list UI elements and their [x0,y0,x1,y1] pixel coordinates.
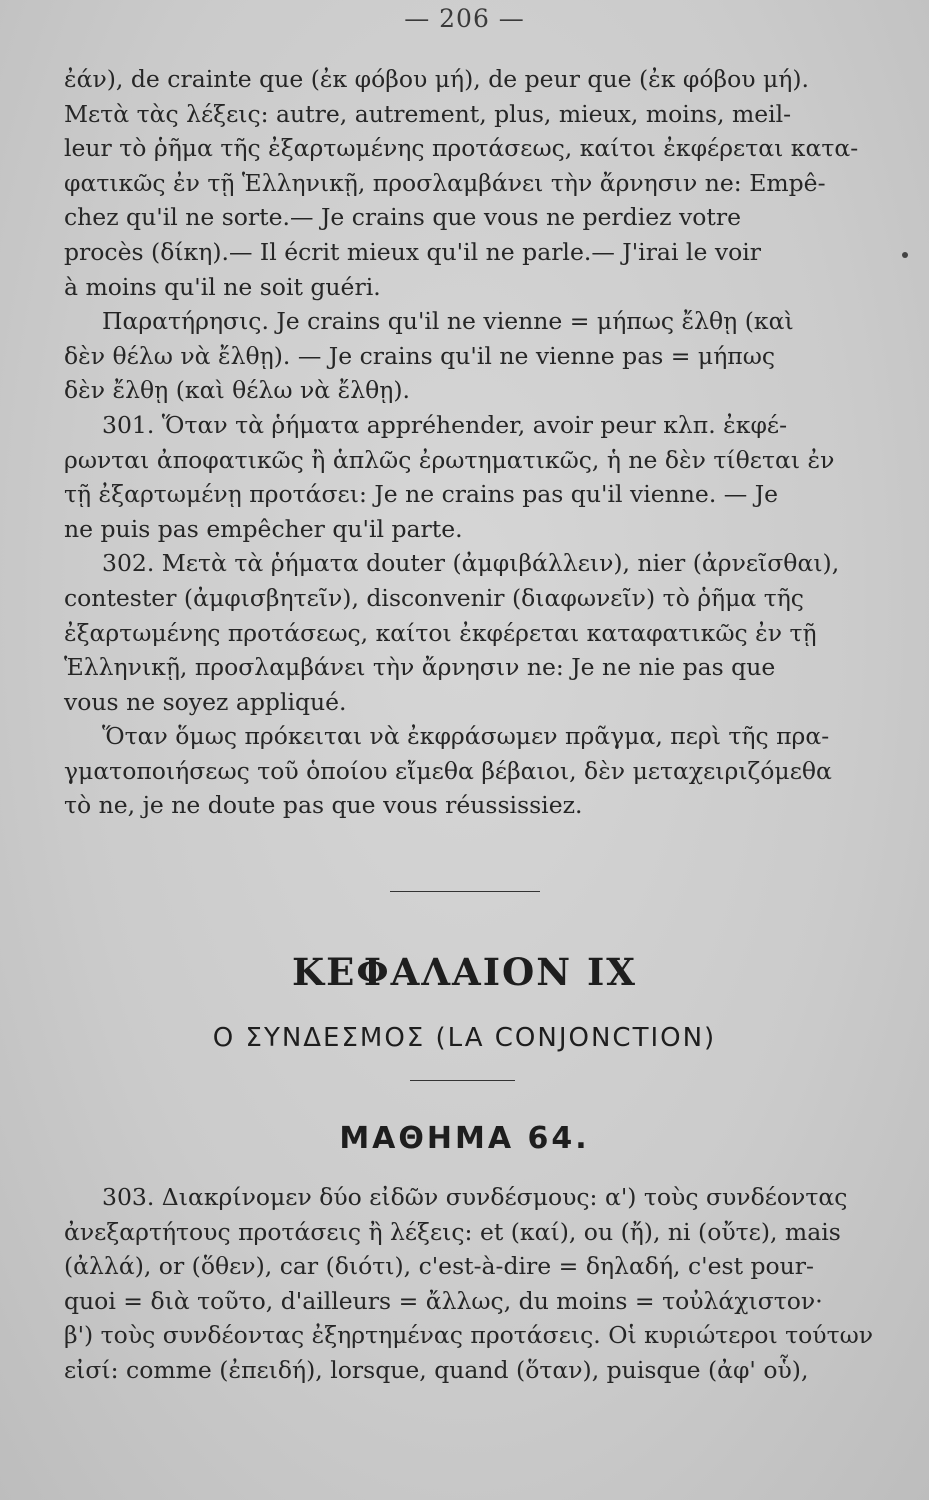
text-line: vous ne soyez appliqué. [64,687,347,716]
text-line: Ὅταν ὅμως πρόκειται νὰ ἐκφράσωμεν πρᾶγμα, περὶ τῆς πρα- [102,722,830,751]
body-text-lower [64,1180,874,1388]
text-line: β') τοὺς συνδέοντας ἐξηρτημένας προτάσεις. Οἱ κυριώτεροι τούτων [64,1321,874,1350]
ink-dot [902,252,908,258]
text-line: 302. Μετὰ τὰ ῥήματα douter (ἀμφιβάλλειν), nier (ἀρνεῖσθαι), [102,549,840,578]
text-line: εἰσί: comme (ἐπειδή), lorsque, quand (ὅταν), puisque (ἀφ' οὗ), [64,1355,809,1384]
paragraph-2 [64,304,874,408]
text-line: δὲν ἔλθῃ (καὶ θέλω νὰ ἔλθῃ). [64,376,410,405]
chapter-title: ΚΕΦΑΛΑΙΟΝ ΙΧ [292,950,637,994]
divider-rule [410,1080,515,1081]
text-line: τῇ ἐξαρτωμένῃ προτάσει: Je ne crains pas qu'il vienne. — Je [64,480,779,509]
paragraph-1 [64,62,874,304]
text-line: φατικῶς ἐν τῇ Ἑλληνικῇ, προσλαμβάνει τὴν ἄρνησιν ne: Empê- [64,168,826,197]
text-line: Μετὰ τὰς λέξεις: autre, autrement, plus, mieux, moins, meil- [64,99,792,128]
text-line: 301. Ὅταν τὰ ῥήματα appréhender, avoir peur κλπ. ἐκφέ- [102,410,788,439]
text-line: δὲν θέλω νὰ ἔλθῃ). — Je crains qu'il ne vienne pas = μήπως [64,341,776,370]
text-line: procès (δίκη).— Il écrit mieux qu'il ne parle.— J'irai le voir [64,237,761,266]
text-line: contester (ἀμφισβητεῖν), disconvenir (διαφωνεῖν) τὸ ῥῆμα τῆς [64,583,804,612]
paragraph-302 [64,546,874,719]
text-line: γματοποιήσεως τοῦ ὁποίου εἴμεθα βέβαιοι, δὲν μεταχειριζόμεθα [64,756,832,785]
body-text-upper [64,62,874,823]
text-line: (ἀλλά), or (ὅθεν), car (διότι), c'est-à-dire = δηλαδή, c'est pour- [64,1252,814,1281]
text-line: quoi = διὰ τοῦτο, d'ailleurs = ἄλλως, du moins = τοὐλάχιστον· [64,1286,823,1315]
paragraph-303 [64,1180,874,1388]
divider-rule [390,891,540,892]
chapter-subtitle: Ο ΣΥΝΔΕΣΜΟΣ (LA CONJONCTION) [212,1023,717,1053]
text-line: Ἑλληνικῇ, προσλαμβάνει τὴν ἄρνησιν ne: Je ne nie pas que [64,653,776,682]
text-line: ἐάν), de crainte que (ἐκ φόβου μή), de peur que (ἐκ φόβου μή). [64,65,810,93]
text-line: leur τὸ ῥῆμα τῆς ἐξαρτωμένης προτάσεως, καίτοι ἐκφέρεται κατα- [64,134,859,163]
text-line: ἀνεξαρτήτους προτάσεις ἢ λέξεις: et (καί), ou (ἤ), ni (οὔτε), mais [64,1217,841,1246]
text-line: Παρατήρησις. Je crains qu'il ne vienne = μήπως ἔλθῃ (καὶ [102,307,794,336]
page-number: — 206 — [404,4,525,33]
text-line: ne puis pas empêcher qu'il parte. [64,514,463,543]
paragraph-301 [64,408,874,546]
text-line: τὸ ne, je ne doute pas que vous réussissiez. [64,791,583,820]
text-line: ἐξαρτωμένης προτάσεως, καίτοι ἐκφέρεται καταφατικῶς ἐν τῇ [64,618,817,647]
text-line: à moins qu'il ne soit guéri. [64,272,381,301]
text-line: 303. Διακρίνομεν δύο εἰδῶν συνδέσμους: α') τοὺς συνδέοντας [102,1183,848,1211]
text-line: chez qu'il ne sorte.— Je crains que vous ne perdiez votre [64,203,741,232]
lesson-title: ΜΑΘΗΜΑ 64. [339,1121,590,1156]
paragraph-note [64,719,874,823]
text-line: ρωνται ἀποφατικῶς ἢ ἁπλῶς ἐρωτηματικῶς, ἡ ne δὲν τίθεται ἐν [64,445,835,474]
